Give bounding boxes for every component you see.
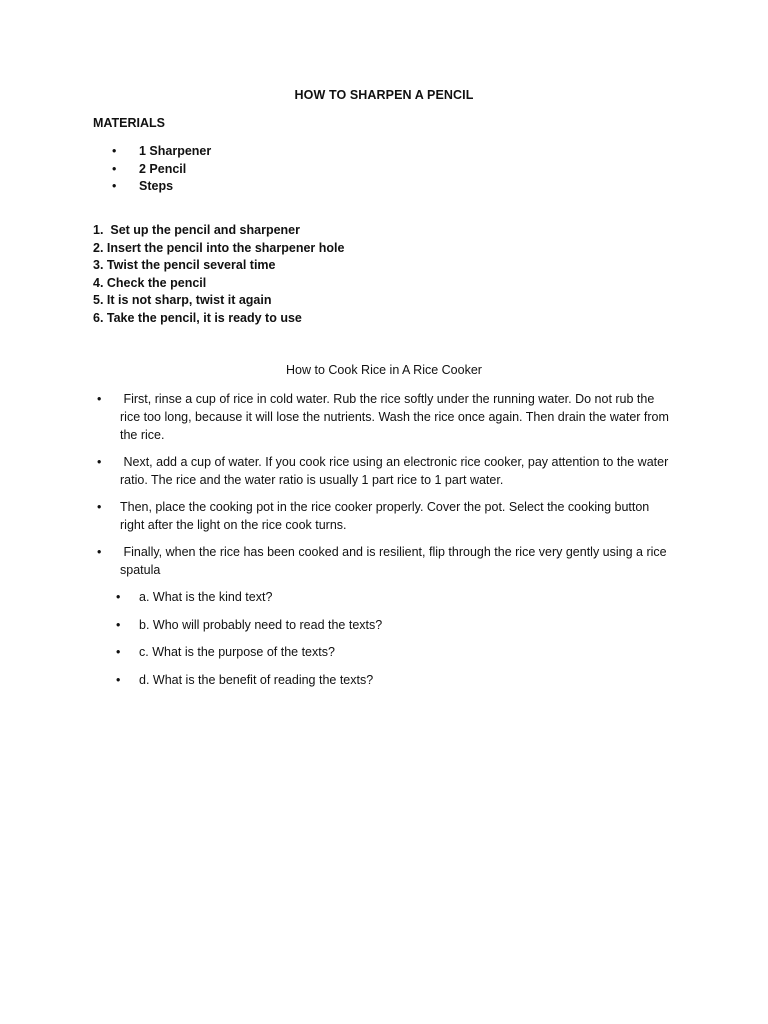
list-item (112, 143, 211, 161)
step-item: 5. It is not sharp, twist it again (93, 293, 272, 308)
list-item (113, 588, 382, 616)
pencil-title: HOW TO SHARPEN A PENCIL (294, 88, 474, 102)
pencil-steps-list (93, 222, 344, 328)
rice-title: How to Cook Rice in A Rice Cooker (286, 363, 482, 377)
step-item: 4. Check the pencil (93, 275, 207, 290)
list-item (113, 643, 382, 671)
bullet-icon: • (116, 590, 121, 604)
step-item: 1. Set up the pencil and sharpener (93, 223, 300, 237)
materials-heading: MATERIALS (93, 116, 165, 130)
bullet-icon: • (97, 545, 102, 559)
rice-step-text: First, rinse a cup of rice in cold water. Rub the rice softly under the running water. Do not rub the rice too long, because it will lose the nutrients. Wash the rice once again. Then drain the water from the rice. (120, 392, 673, 442)
list-item (112, 178, 211, 196)
rice-step-text: Next, add a cup of water. If you cook rice using an electronic rice cooker, pay attention to the water ratio. The rice and the water ratio is usually 1 part rice to 1 part water. (120, 455, 672, 487)
bullet-icon: • (116, 617, 121, 632)
list-item (93, 390, 673, 444)
step-item: 6. Take the pencil, it is ready to use (93, 310, 302, 325)
list-item (113, 671, 382, 699)
bullet-icon: • (97, 500, 102, 514)
material-label: 1 Sharpener (139, 144, 212, 158)
bullet-icon: • (97, 455, 102, 469)
bullet-icon: • (112, 161, 117, 176)
question-text: c. What is the purpose of the texts? (139, 645, 335, 659)
bullet-icon: • (116, 672, 121, 687)
question-text: d. What is the benefit of reading the texts? (139, 672, 374, 687)
material-label: Steps (139, 179, 174, 194)
rice-steps-list (93, 390, 673, 588)
question-text: a. What is the kind text? (139, 590, 273, 604)
questions-list (113, 588, 382, 698)
bullet-icon: • (112, 179, 117, 194)
material-label: 2 Pencil (139, 161, 187, 176)
list-item (93, 453, 673, 489)
list-item (93, 498, 673, 534)
bullet-icon: • (116, 645, 121, 659)
list-item (93, 543, 673, 579)
bullet-icon: • (112, 144, 117, 158)
bullet-icon: • (97, 392, 102, 406)
step-item: 2. Insert the pencil into the sharpener hole (93, 240, 345, 255)
materials-list (112, 143, 211, 196)
rice-step-text: Finally, when the rice has been cooked and is resilient, flip through the rice very gently using a rice spatula (120, 545, 671, 577)
list-item (112, 161, 211, 179)
rice-step-text: Then, place the cooking pot in the rice cooker properly. Cover the pot. Select the cooking button right after the light on the rice cook turns. (120, 500, 653, 532)
list-item (113, 616, 382, 644)
question-text: b. Who will probably need to read the texts? (139, 617, 383, 632)
step-item: 3. Twist the pencil several time (93, 258, 276, 273)
